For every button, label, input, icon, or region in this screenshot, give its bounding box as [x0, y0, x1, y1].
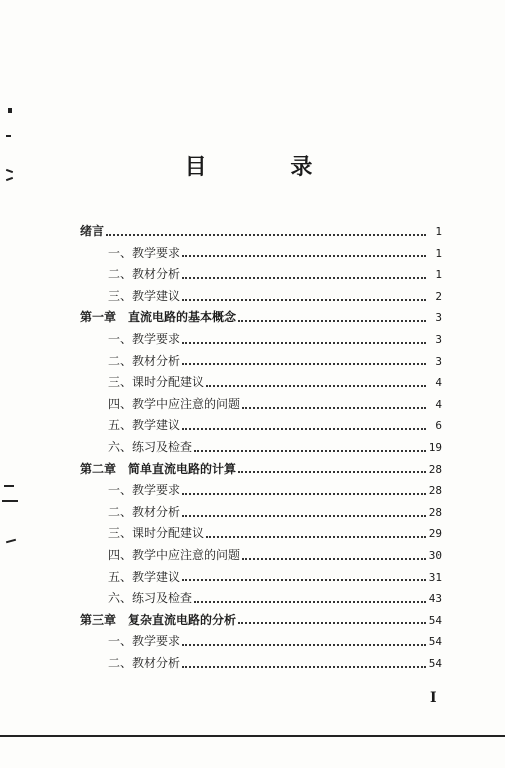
toc-entry-label: 四、教学中应注意的问题	[108, 547, 241, 562]
toc-entry-label: 五、教学建议	[108, 418, 181, 433]
dot-leader	[106, 234, 426, 236]
toc-page-number: 3	[435, 311, 442, 325]
toc-page-number: 54	[428, 656, 442, 670]
toc-entry-label: 三、课时分配建议	[108, 375, 205, 390]
scan-mark	[8, 108, 12, 113]
toc-section-row	[80, 415, 442, 437]
toc-page-number: 43	[428, 592, 442, 606]
toc-section-row	[80, 502, 442, 524]
toc-section-row	[80, 631, 442, 653]
toc-entry-label: 二、教材分析	[108, 267, 181, 282]
toc-section-row	[80, 480, 442, 502]
table-of-contents	[80, 221, 442, 674]
toc-section-row	[80, 545, 442, 567]
dot-leader	[242, 407, 426, 409]
dot-leader	[238, 622, 426, 624]
toc-chapter-row	[80, 459, 442, 481]
toc-entry-label: 一、教学要求	[108, 634, 181, 649]
toc-entry-label: 三、教学建议	[108, 288, 181, 303]
scan-mark	[4, 485, 14, 487]
toc-page-number: 28	[428, 484, 442, 498]
dot-leader	[242, 558, 426, 560]
toc-page-number: 1	[435, 246, 442, 260]
toc-entry-label: 二、教材分析	[108, 353, 181, 368]
toc-entry-label: 绪言	[80, 224, 105, 238]
toc-page-number: 30	[428, 548, 442, 562]
toc-section-row	[80, 588, 442, 610]
toc-page-number: 1	[435, 225, 442, 238]
scan-mark	[6, 539, 16, 544]
toc-page-number: 1	[435, 268, 442, 282]
toc-section-row	[80, 243, 442, 265]
toc-section-row	[80, 329, 442, 351]
dot-leader	[182, 515, 426, 517]
toc-chapter-row	[80, 307, 442, 329]
toc-page-number: 3	[435, 354, 442, 368]
toc-chapter-row	[80, 221, 442, 243]
dot-leader	[206, 385, 426, 387]
dot-leader	[206, 536, 426, 538]
scan-mark	[6, 135, 11, 137]
toc-page-number: 28	[428, 462, 442, 476]
toc-section-row	[80, 653, 442, 675]
dot-leader	[182, 342, 426, 344]
toc-page-number: 31	[428, 570, 442, 584]
toc-entry-label: 六、练习及检查	[108, 591, 193, 606]
toc-entry-label: 五、教学建议	[108, 569, 181, 584]
dot-leader	[182, 299, 426, 301]
toc-section-row	[80, 523, 442, 545]
toc-page-number: 4	[435, 376, 442, 390]
dot-leader	[182, 644, 426, 646]
toc-page-number: 28	[428, 505, 442, 519]
toc-section-row	[80, 351, 442, 373]
dot-leader	[182, 428, 426, 430]
scan-mark	[2, 500, 18, 502]
dot-leader	[182, 579, 426, 581]
dot-leader	[238, 320, 426, 322]
dot-leader	[182, 255, 426, 257]
toc-entry-label: 二、教材分析	[108, 655, 181, 670]
toc-section-row	[80, 394, 442, 416]
toc-page-number: 3	[435, 332, 442, 346]
bottom-rule	[0, 735, 505, 737]
toc-section-row	[80, 437, 442, 459]
toc-entry-label: 四、教学中应注意的问题	[108, 396, 241, 411]
toc-entry-label: 一、教学要求	[108, 245, 181, 260]
page-title: 目 录	[184, 154, 351, 180]
dot-leader	[194, 450, 426, 452]
toc-section-row	[80, 567, 442, 589]
toc-page-number: 54	[428, 613, 442, 627]
toc-entry-label: 三、课时分配建议	[108, 526, 205, 541]
toc-entry-label: 六、练习及检查	[108, 439, 193, 454]
toc-section-row	[80, 286, 442, 308]
toc-chapter-row	[80, 610, 442, 632]
dot-leader	[194, 601, 426, 603]
toc-page-number: 6	[435, 419, 442, 433]
dot-leader	[182, 493, 426, 495]
toc-page-number: 4	[435, 397, 442, 411]
toc-page-number: 19	[428, 440, 442, 454]
dot-leader	[182, 363, 426, 365]
toc-entry-label: 二、教材分析	[108, 504, 181, 519]
toc-page-number: 2	[435, 289, 442, 303]
toc-section-row	[80, 372, 442, 394]
toc-entry-label: 一、教学要求	[108, 483, 181, 498]
dot-leader	[182, 277, 426, 279]
dot-leader	[182, 666, 426, 668]
toc-section-row	[80, 264, 442, 286]
toc-entry-label: 第二章 简单直流电路的计算	[80, 461, 237, 476]
toc-entry-label: 一、教学要求	[108, 331, 181, 346]
page-folio: I	[430, 690, 437, 706]
toc-page-number: 54	[428, 635, 442, 649]
toc-page-number: 29	[428, 527, 442, 541]
dot-leader	[238, 471, 426, 473]
toc-entry-label: 第一章 直流电路的基本概念	[80, 310, 237, 325]
toc-entry-label: 第三章 复杂直流电路的分析	[80, 612, 237, 627]
